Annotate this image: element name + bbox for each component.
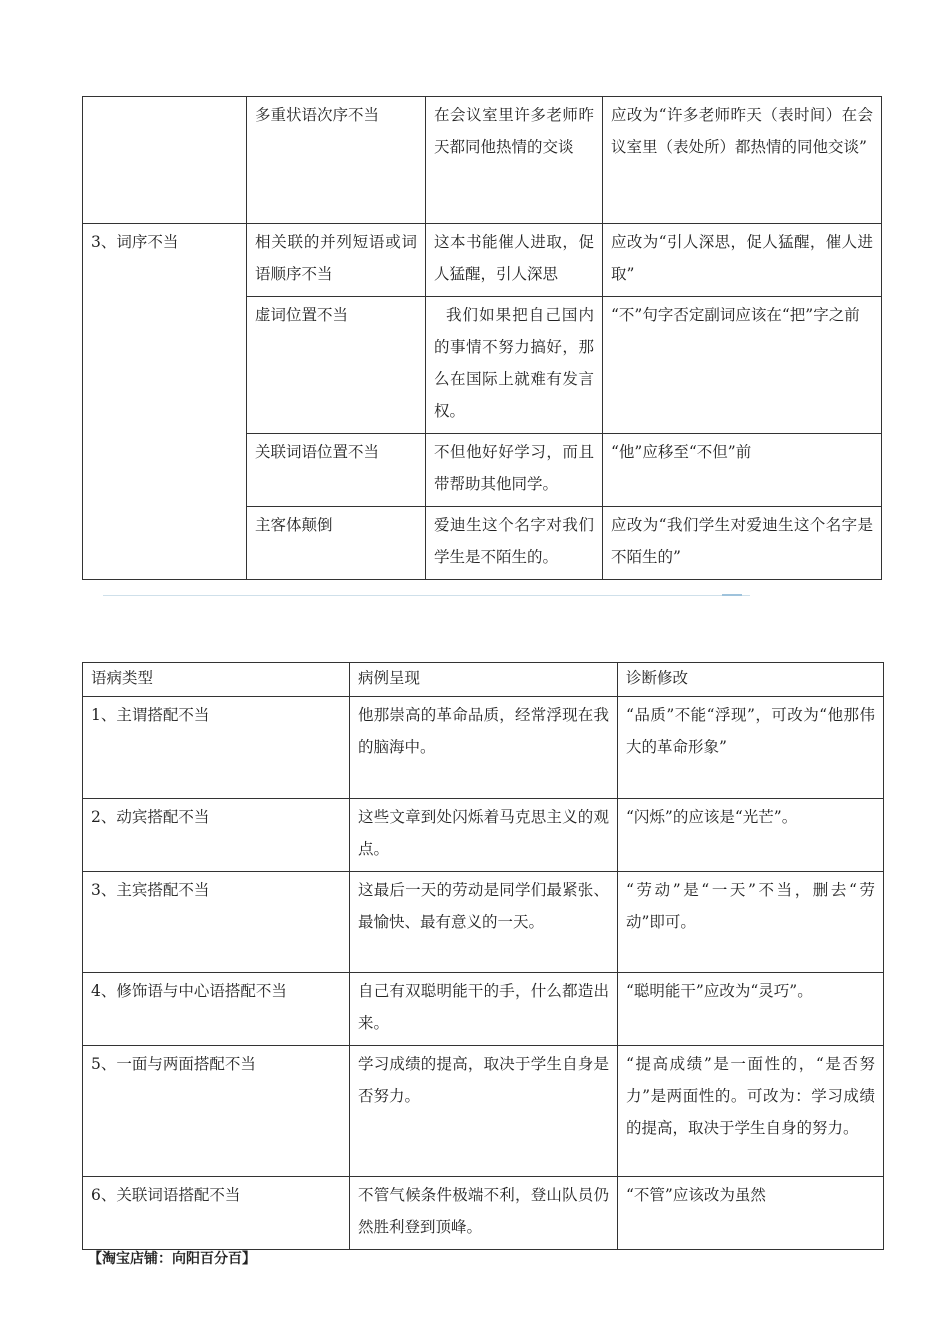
table-cell: 2、动宾搭配不当: [83, 799, 350, 872]
table-cell: “品质”不能“浮现”，可改为“他那伟大的革命形象”: [618, 697, 884, 799]
column-header: 诊断修改: [618, 663, 884, 697]
shop-footer: 【淘宝店铺：向阳百分百】: [88, 1251, 256, 1267]
collocation-errors-table: [82, 662, 884, 1250]
column-header: 病例呈现: [350, 663, 618, 697]
table-cell: “不管”应该改为虽然: [618, 1177, 884, 1250]
table-cell: 4、修饰语与中心语搭配不当: [83, 973, 350, 1046]
table-cell: 我们如果把自己国内的事情不努力搞好，那么在国际上就难有发言权。: [426, 297, 603, 434]
table-cell: 5、一面与两面搭配不当: [83, 1046, 350, 1177]
table-cell: 6、关联词语搭配不当: [83, 1177, 350, 1250]
table-cell: “提高成绩”是一面性的，“是否努力”是两面性的。可改为：学习成绩的提高，取决于学生自身的努力。: [618, 1046, 884, 1177]
table-row: [83, 973, 884, 1046]
table-cell: 不但他好好学习，而且带帮助其他同学。: [426, 434, 603, 507]
table-cell: 这本书能催人进取，促人猛醒，引人深思: [426, 224, 603, 297]
table-cell: 关联词语位置不当: [247, 434, 426, 507]
word-order-errors-table: [82, 96, 882, 580]
table-row: [83, 697, 884, 799]
table-row: [83, 1177, 884, 1250]
table-cell: “聪明能干”应改为“灵巧”。: [618, 973, 884, 1046]
table-cell: 这些文章到处闪烁着马克思主义的观点。: [350, 799, 618, 872]
table-cell: 不管气候条件极端不利，登山队员仍然胜利登到顶峰。: [350, 1177, 618, 1250]
table-cell: 在会议室里许多老师昨天都同他热情的交谈: [426, 97, 603, 224]
table-cell: “他”应移至“不但”前: [603, 434, 882, 507]
table-cell: 多重状语次序不当: [247, 97, 426, 224]
table-cell: 他那崇高的革命品质，经常浮现在我的脑海中。: [350, 697, 618, 799]
table-cell: “闪烁”的应该是“光芒”。: [618, 799, 884, 872]
table-cell: 这最后一天的劳动是同学们最紧张、最愉快、最有意义的一天。: [350, 872, 618, 973]
table-cell: 应改为“许多老师昨天（表时间）在会议室里（表处所）都热情的同他交谈”: [603, 97, 882, 224]
table-cell: “不”句字否定副词应该在“把”字之前: [603, 297, 882, 434]
table-cell: 爱迪生这个名字对我们学生是不陌生的。: [426, 507, 603, 580]
table-row: [83, 224, 882, 297]
section-divider: [103, 595, 750, 596]
column-header: 语病类型: [83, 663, 350, 697]
table-cell: 虚词位置不当: [247, 297, 426, 434]
divider-accent: [722, 594, 742, 596]
table-cell: 自己有双聪明能干的手，什么都造出来。: [350, 973, 618, 1046]
table-row: [83, 97, 882, 224]
table-cell: 3、词序不当: [83, 224, 247, 580]
table-cell: “劳动”是“一天”不当，删去“劳动”即可。: [618, 872, 884, 973]
table-cell: 主客体颠倒: [247, 507, 426, 580]
table-cell: [83, 97, 247, 224]
table-row: [83, 1046, 884, 1177]
table-row: [83, 872, 884, 973]
table-cell: 1、主谓搭配不当: [83, 697, 350, 799]
table-cell: 学习成绩的提高，取决于学生自身是否努力。: [350, 1046, 618, 1177]
table-cell: 应改为“我们学生对爱迪生这个名字是不陌生的”: [603, 507, 882, 580]
table-cell: 3、主宾搭配不当: [83, 872, 350, 973]
table-row: [83, 799, 884, 872]
table-cell: 应改为“引人深思，促人猛醒，催人进取”: [603, 224, 882, 297]
table-header-row: [83, 663, 884, 697]
table-cell: 相关联的并列短语或词语顺序不当: [247, 224, 426, 297]
